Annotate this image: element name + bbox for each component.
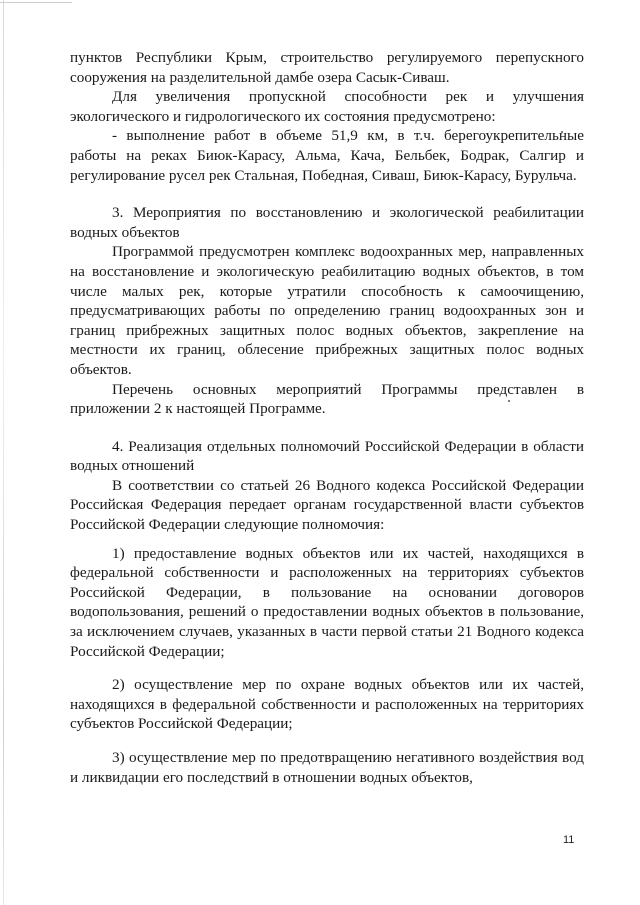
paragraph-intro-rivers: Для увеличения пропускной способности рек и улучшения экологического и гидрологического их состояния предусмотрено:: [70, 88, 584, 125]
paragraph-works-list: - выполнение работ в объеме 51,9 км, в т.ч. берегоукрепительные работы на реках Биюк-Карасу, Альма, Кача, Бельбек, Бодрак, Салгир и регулирование русел рек Стальная, Победная, Сиваш, Биюк-Карасу, Бурульча.: [70, 127, 584, 184]
paragraph-appendix-ref: Перечень основных мероприятий Программы представлен в приложении 2 к настоящей Программе.: [70, 380, 584, 418]
list-item-2: 2) осуществление мер по охране водных объектов или их частей, находящихся в федеральной собственности и расположенных на территориях субъектов Российской Федерации;: [70, 676, 584, 733]
scan-edge-left: [3, 0, 4, 905]
paragraph-measures: Программой предусмотрен комплекс водоохранных мер, направленных на восстановление и экологическую реабилитацию водных объектов, в том числе малых рек, которые утратили способность к самоочищению, предусматривающих работы по определению границ водоохранных зон и границ прибрежных защитных полос водных объектов, закрепление на местности их границ, облесение прибрежных защитных полос водных объектов.: [70, 243, 584, 378]
document-body: [70, 48, 584, 787]
section-heading-4: 4. Реализация отдельных полномочий Российской Федерации в области водных отношений: [70, 437, 584, 475]
paragraph-continuation: пунктов Республики Крым, строительство регулируемого перепускного сооружения на разделительной дамбе озера Сасык-Сиваш.: [70, 49, 584, 86]
list-item-3: 3) осуществление мер по предотвращению негативного воздействия вод и ликвидации его последствий в отношении водных объектов,: [70, 749, 584, 786]
page-number: 11: [563, 834, 575, 846]
list-item-1: 1) предоставление водных объектов или их частей, находящихся в федеральной собственности и расположенных на территориях субъектов Российской Федерации, в пользование на основании договоров водопользования, решений о предоставлении водных объектов в пользование, за исключением случаев, указанных в части первой статьи 21 Водного кодекса Российской Федерации;: [70, 544, 584, 660]
section-heading-3: 3. Мероприятия по восстановлению и экологической реабилитации водных объектов: [70, 204, 584, 241]
scan-edge-top: [0, 2, 72, 3]
paragraph-article-26: В соответствии со статьей 26 Водного кодекса Российской Федерации Российская Федерация передает органам государственной власти субъектов Российской Федерации следующие полномочия:: [70, 476, 584, 534]
